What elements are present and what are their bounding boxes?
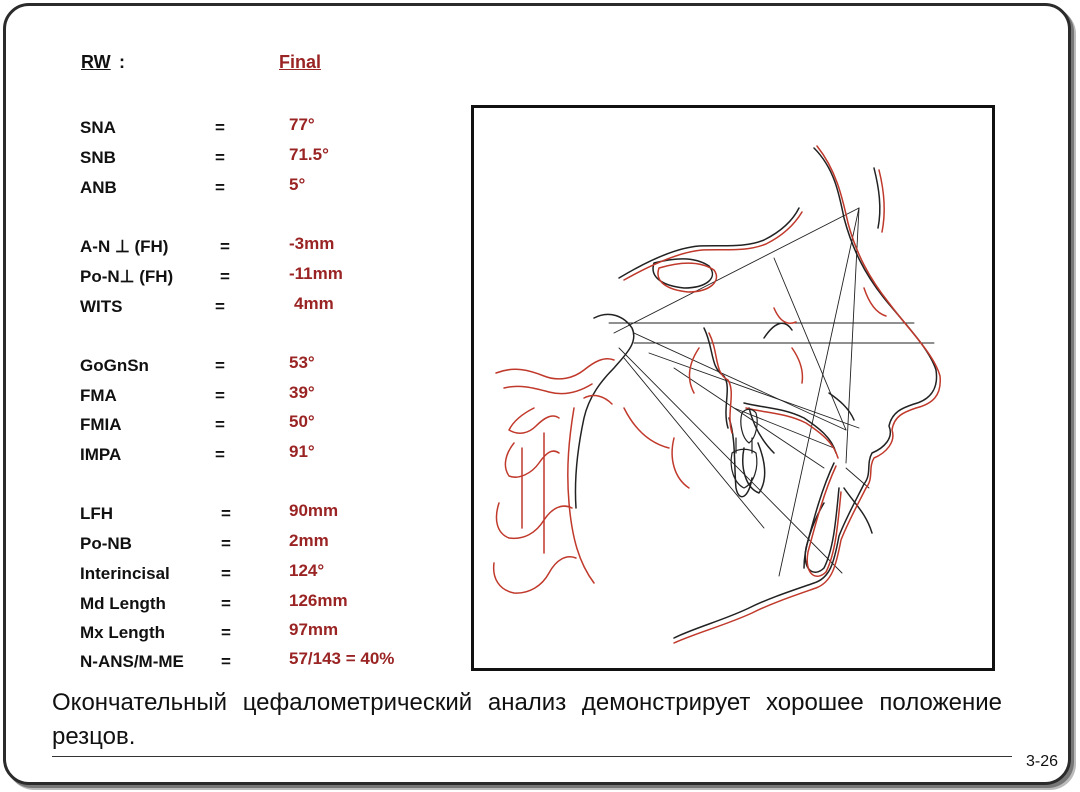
measurement-equals: =	[215, 356, 225, 375]
measurement-label: IMPA	[80, 445, 122, 464]
measurement-label: ANB	[80, 178, 117, 197]
measurement-equals: =	[221, 594, 231, 613]
measurement-value: 53°	[289, 353, 315, 372]
measurement-equals: =	[215, 297, 225, 316]
measurement-equals: =	[220, 267, 230, 286]
measurement-label: Po-N⊥ (FH)	[80, 267, 174, 286]
measurement-value: -11mm	[289, 264, 343, 283]
measurement-value: 124°	[289, 561, 325, 580]
measurement-value: 5°	[289, 175, 306, 194]
measurement-label: FMIA	[80, 415, 122, 434]
measurement-equals: =	[221, 564, 231, 583]
rw-colon: :	[119, 52, 125, 72]
measurement-equals: =	[215, 148, 225, 167]
measurement-label: N-ANS/M-ME	[80, 652, 184, 671]
measurement-equals: =	[221, 652, 231, 671]
measurement-value: 50°	[289, 412, 315, 431]
slide-caption: Окончательный цефалометрический анализ демонстрирует хорошее положение резцов.	[52, 689, 1002, 750]
measurement-label: LFH	[80, 504, 114, 523]
final-header: Final	[279, 52, 322, 72]
measurement-label: SNA	[80, 118, 116, 137]
rw-header: RW	[81, 52, 111, 72]
page-number: 3-26	[1025, 753, 1058, 770]
cephalometric-tracing-figure	[471, 105, 995, 671]
measurement-value: 126mm	[289, 591, 348, 610]
measurement-value: 39°	[289, 383, 315, 402]
tracing-svg	[474, 108, 992, 668]
measurement-label: GoGnSn	[80, 356, 149, 375]
footer-divider	[52, 756, 1012, 757]
measurement-label: FMA	[80, 386, 117, 405]
measurement-label: A-N ⊥ (FH)	[80, 237, 169, 256]
measurement-equals: =	[215, 386, 225, 405]
measurement-value: 57/143 = 40%	[289, 649, 395, 668]
measurement-label: Mx Length	[80, 623, 165, 642]
measurement-equals: =	[221, 504, 231, 523]
measurement-equals: =	[220, 237, 230, 256]
measurement-value: 91°	[289, 442, 315, 461]
measurement-value: 90mm	[289, 501, 339, 520]
measurement-label: Md Length	[80, 594, 166, 613]
measurement-label: SNB	[80, 148, 116, 167]
measurement-equals: =	[215, 118, 225, 137]
measurement-value: 77°	[289, 115, 315, 134]
red-tracing	[494, 146, 941, 643]
measurement-value: 71.5°	[289, 145, 329, 164]
measurement-equals: =	[221, 623, 231, 642]
measurement-equals: =	[215, 415, 225, 434]
measurement-label: Interincisal	[80, 564, 170, 583]
measurement-value: 4mm	[294, 294, 334, 313]
measurement-label: Po-NB	[80, 534, 132, 553]
measurement-equals: =	[215, 178, 225, 197]
measurement-value: 97mm	[289, 620, 339, 639]
measurement-value: 2mm	[289, 531, 329, 550]
measurement-equals: =	[215, 445, 225, 464]
measurement-value: -3mm	[289, 234, 335, 253]
measurement-equals: =	[221, 534, 231, 553]
measurement-label: WITS	[80, 297, 123, 316]
black-tracing	[575, 148, 936, 638]
